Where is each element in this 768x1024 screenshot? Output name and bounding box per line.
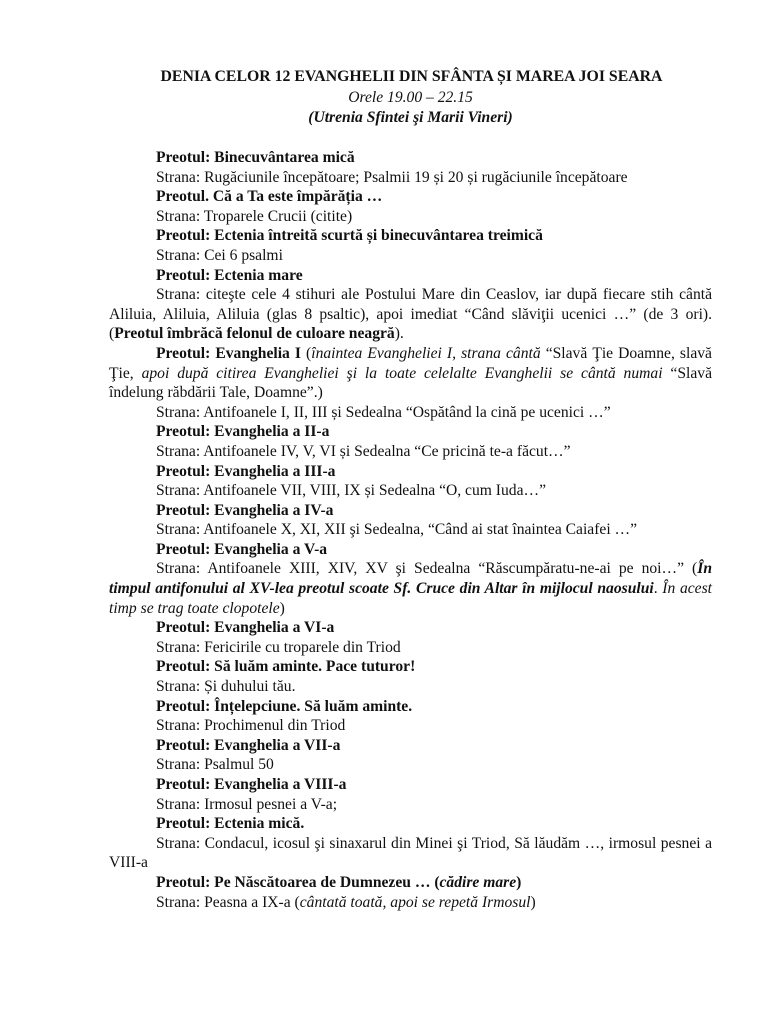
rubric-line xyxy=(109,266,712,286)
text-segment: . xyxy=(653,580,663,598)
text-segment: Strana: Antifoanele I, II, III și Sedealna “Ospătând la cină pe ucenici …” xyxy=(156,403,611,421)
text-segment: Preotul: Ectenia întreită scurtă și binecuvântarea treimică xyxy=(156,227,543,245)
text-segment: Strana: Fericirile cu troparele din Triod xyxy=(156,638,401,656)
text-segment: “Slavă îndelung răbdării Tale, Doamne”.) xyxy=(109,364,713,402)
rubric-line xyxy=(109,207,712,227)
text-segment: Preotul: Evanghelia I xyxy=(156,344,301,362)
text-segment: Preotul: Să luăm aminte. Pace tuturor! xyxy=(156,658,416,676)
document-title: DENIA CELOR 12 EVANGHELII DIN SFÂNTA ȘI MAREA JOI SEARA xyxy=(160,68,663,85)
rubric-line xyxy=(109,344,712,403)
rubric-line xyxy=(109,814,712,834)
text-segment: Strana: Antifoanele IV, V, VI și Sedealna “Ce pricină te-a făcut…” xyxy=(156,442,571,460)
rubric-line xyxy=(109,285,712,344)
text-segment: ). xyxy=(394,325,404,343)
rubric-line xyxy=(109,893,712,913)
rubric-line xyxy=(109,559,712,618)
text-segment: Strana: Antifoanele X, XI, XII şi Sedealna, “Când ai stat înaintea Caiafei …” xyxy=(156,521,638,539)
rubric-line xyxy=(109,873,712,893)
rubric-line xyxy=(109,422,712,442)
text-segment: cădire mare xyxy=(439,873,517,891)
text-segment: Strana: Rugăciunile începătoare; Psalmii 19 și 20 și rugăciunile începătoare xyxy=(156,168,628,186)
text-segment: ) xyxy=(530,893,536,911)
rubric-line xyxy=(109,638,712,658)
rubric-line xyxy=(109,716,712,736)
rubric-line xyxy=(109,481,712,501)
rubric-line xyxy=(109,736,712,756)
text-segment: Preotul: Pe Născătoarea de Dumnezeu … ( xyxy=(156,873,440,891)
rubric-line xyxy=(109,168,712,188)
rubric-line xyxy=(109,520,712,540)
text-segment: Preotul: Ectenia mare xyxy=(156,266,303,284)
text-segment: Strana: Condacul, icosul şi sinaxarul din Minei şi Triod, Să lăudăm …, irmosul pesnei a VIII-a xyxy=(109,834,712,872)
rubric-line xyxy=(109,148,712,168)
rubric-line xyxy=(109,618,712,638)
rubric-line xyxy=(109,834,712,873)
text-segment: Strana: Și duhului tău. xyxy=(156,678,296,696)
rubric-line xyxy=(109,657,712,677)
text-segment: Strana: Prochimenul din Triod xyxy=(156,717,346,735)
text-segment: Preotul: Evanghelia a V-a xyxy=(156,540,328,558)
rubric-line xyxy=(109,540,712,560)
text-segment: “Slavă Ţie Doamne, slavă Ţie, xyxy=(109,344,712,382)
text-segment: Preotul: Evanghelia a III-a xyxy=(156,462,336,480)
text-segment: Preotul: Evanghelia a VII-a xyxy=(156,736,341,754)
text-segment: Strana: Psalmul 50 xyxy=(156,756,274,774)
document-body xyxy=(109,148,712,912)
text-segment: Strana: Troparele Crucii (citite) xyxy=(156,207,353,225)
text-segment: Preotul îmbrăcă felonul de culoare neagră xyxy=(114,325,395,343)
text-segment: cântată toată, apoi se repetă Irmosul xyxy=(299,893,531,911)
rubric-line xyxy=(109,697,712,717)
text-segment: Preotul. Că a Ta este împărăția … xyxy=(156,188,383,206)
text-segment: Strana: citeşte cele 4 stihuri ale Postului Mare din Ceaslov, iar după fiecare stih cântă Aliluia, Aliluia, Aliluia (glas 8 psaltic), apoi imediat “Când slăviţii ucenici …” (de 3 ori). ( xyxy=(109,286,712,343)
text-segment: Preotul: Binecuvântarea mică xyxy=(156,149,355,166)
rubric-line xyxy=(109,403,712,423)
rubric-line xyxy=(109,442,712,462)
rubric-line xyxy=(109,187,712,207)
rubric-line xyxy=(109,246,712,266)
text-segment: Strana: Cei 6 psalmi xyxy=(156,246,283,264)
text-segment: Strana: Antifoanele VII, VIII, IX și Sedealna “O, cum Iuda…” xyxy=(156,482,547,500)
text-segment: Preotul: Înțelepciune. Să luăm aminte. xyxy=(156,697,413,715)
text-segment: Strana: Irmosul pesnei a V-a; xyxy=(156,795,338,813)
text-segment: Preotul: Evanghelia a II-a xyxy=(156,423,330,441)
document-subtitle: (Utrenia Sfintei şi Marii Vineri) xyxy=(308,109,513,126)
service-hours: Orele 19.00 – 22.15 xyxy=(348,89,473,106)
rubric-line xyxy=(109,226,712,246)
text-segment: În acest timp se trag toate clopotele xyxy=(109,580,713,617)
rubric-line xyxy=(109,501,712,521)
rubric-line xyxy=(109,677,712,697)
text-segment: ) xyxy=(516,873,522,891)
text-segment: ( xyxy=(300,344,312,362)
text-segment: ) xyxy=(279,599,285,617)
text-segment: Preotul: Evanghelia a VIII-a xyxy=(156,776,347,793)
rubric-line xyxy=(109,755,712,775)
text-segment: Preotul: Evanghelia a VI-a xyxy=(156,619,335,637)
text-segment: Strana: Antifoanele XIII, XIV, XV şi Sedealna “Răscumpăratu-ne-ai pe noi…” ( xyxy=(156,560,698,578)
text-segment: apoi după citirea Evangheliei şi la toate celelalte Evanghelii se cântă numai xyxy=(141,364,663,382)
rubric-line xyxy=(109,775,712,795)
text-segment: Strana: Peasna a IX-a ( xyxy=(156,893,300,911)
text-segment: Preotul: Ectenia mică. xyxy=(156,815,305,833)
text-segment: În timpul antifonului al XV-lea preotul scoate Sf. Cruce din Altar în mijlocul naosului xyxy=(109,560,712,598)
rubric-line xyxy=(109,462,712,482)
text-segment: Preotul: Evanghelia a IV-a xyxy=(156,501,334,519)
rubric-line xyxy=(109,795,712,815)
text-segment: înaintea Evangheliei I, strana cântă xyxy=(311,344,541,362)
